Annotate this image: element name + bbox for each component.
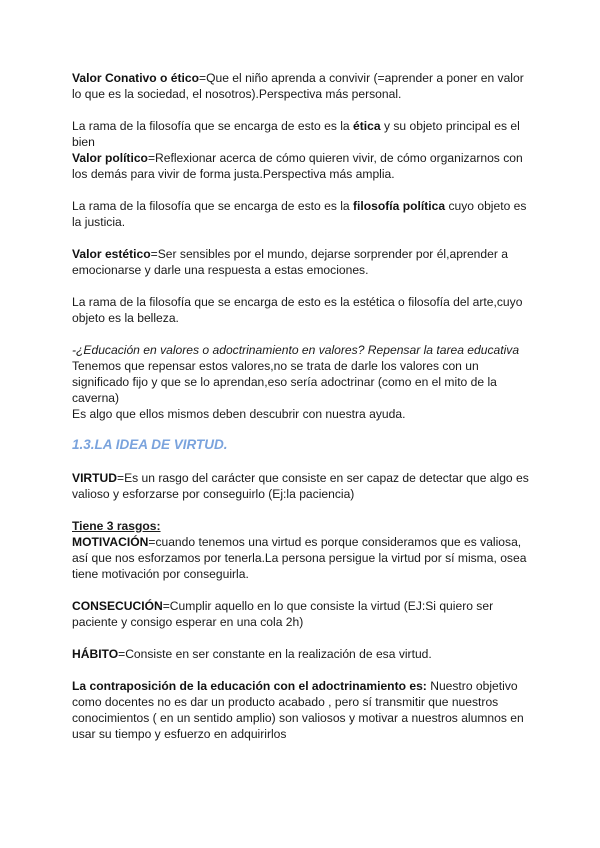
- valor-conativo-paragraph: [72, 70, 534, 102]
- valor-politico-paragraph: [72, 150, 534, 182]
- consecucion-term: CONSECUCIÓN: [72, 599, 163, 613]
- filpol-text-post: cuyo objeto es la justicia.: [72, 199, 527, 229]
- etica-text-pre: La rama de la filosofía que se encarga de esto es la: [72, 119, 354, 133]
- virtud-definition: =Es un rasgo del carácter que consiste en ser capaz de detectar que algo es valioso y esforzarse por conseguirlo (Ej:la paciencia): [72, 471, 529, 501]
- virtud-paragraph: [72, 470, 534, 502]
- contraposicion-text: Nuestro objetivo como docentes no es dar un producto acabado , pero sí transmitir que nuestros conocimientos ( en un sentido amplio) son valiosos y motivar a nuestros alumnos en usar su tiempo y esfuerzo en adquirirlos: [72, 679, 524, 741]
- motivacion-definition: =cuando tenemos una virtud es porque consideramos que es valiosa, así que nos esforzamos por tenerla.La persona persigue la virtud por sí misma, osea tiene motivación por conseguirla.: [72, 535, 527, 581]
- etica-term: ética: [353, 119, 381, 133]
- adoctrinamiento-question: -¿Educación en valores o adoctrinamiento en valores? Repensar la tarea educativa: [72, 343, 520, 357]
- valor-conativo-definition: =Que el niño aprenda a convivir (=aprender a poner en valor lo que es la sociedad, el nosotros).Perspectiva más personal.: [72, 71, 524, 101]
- consecucion-paragraph: [72, 598, 534, 630]
- contraposicion-term: La contraposición de la educación con el adoctrinamiento es:: [72, 679, 427, 693]
- habito-definition: =Consiste en ser constante en la realización de esa virtud.: [118, 647, 432, 661]
- valor-estetico-paragraph: [72, 246, 534, 278]
- adoctrinamiento-conclusion: Es algo que ellos mismos deben descubrir con nuestra ayuda.: [72, 407, 406, 421]
- rasgos-title: Tiene 3 rasgos:: [72, 519, 161, 533]
- valor-estetico-term: Valor estético: [72, 247, 151, 261]
- document-page: [72, 70, 534, 742]
- filosofia-politica-term: filosofía política: [353, 199, 446, 213]
- filosofia-politica-paragraph: [72, 198, 534, 230]
- valor-estetico-definition: =Ser sensibles por el mundo, dejarse sorprender por él,aprender a emocionarse y darle una respuesta a estas emociones.: [72, 247, 508, 277]
- valor-conativo-term: Valor Conativo o ético: [72, 71, 200, 85]
- virtud-term: VIRTUD: [72, 471, 118, 485]
- filpol-text-pre: La rama de la filosofía que se encarga de esto es la: [72, 199, 354, 213]
- valor-politico-term: Valor político: [72, 151, 148, 165]
- section-heading: 1.3.LA IDEA DE VIRTUD.: [72, 437, 228, 452]
- adoctrinamiento-paragraph: Tenemos que repensar estos valores,no se trata de darle los valores con un significado fijo y que se lo aprendan,eso sería adoctrinar (como en el mito de la caverna): [72, 359, 497, 405]
- estetica-paragraph: La rama de la filosofía que se encarga de esto es la estética o filosofía del arte,cuyo objeto es la belleza.: [72, 295, 523, 325]
- valor-politico-definition: =Reflexionar acerca de cómo quieren vivir, de cómo organizarnos con los demás para vivir de forma justa.Perspectiva más amplia.: [72, 151, 523, 181]
- contraposicion-paragraph: [72, 678, 534, 742]
- motivacion-term: MOTIVACIÓN: [72, 535, 149, 549]
- consecucion-definition: =Cumplir aquello en lo que consiste la virtud (EJ:Si quiero ser paciente y consigo esperar en una cola 2h): [72, 599, 494, 629]
- etica-text-post: y su objeto principal es el bien: [72, 119, 520, 149]
- etica-paragraph: [72, 118, 534, 150]
- habito-paragraph: [72, 646, 534, 662]
- motivacion-paragraph: [72, 534, 534, 582]
- habito-term: HÁBITO: [72, 647, 119, 661]
